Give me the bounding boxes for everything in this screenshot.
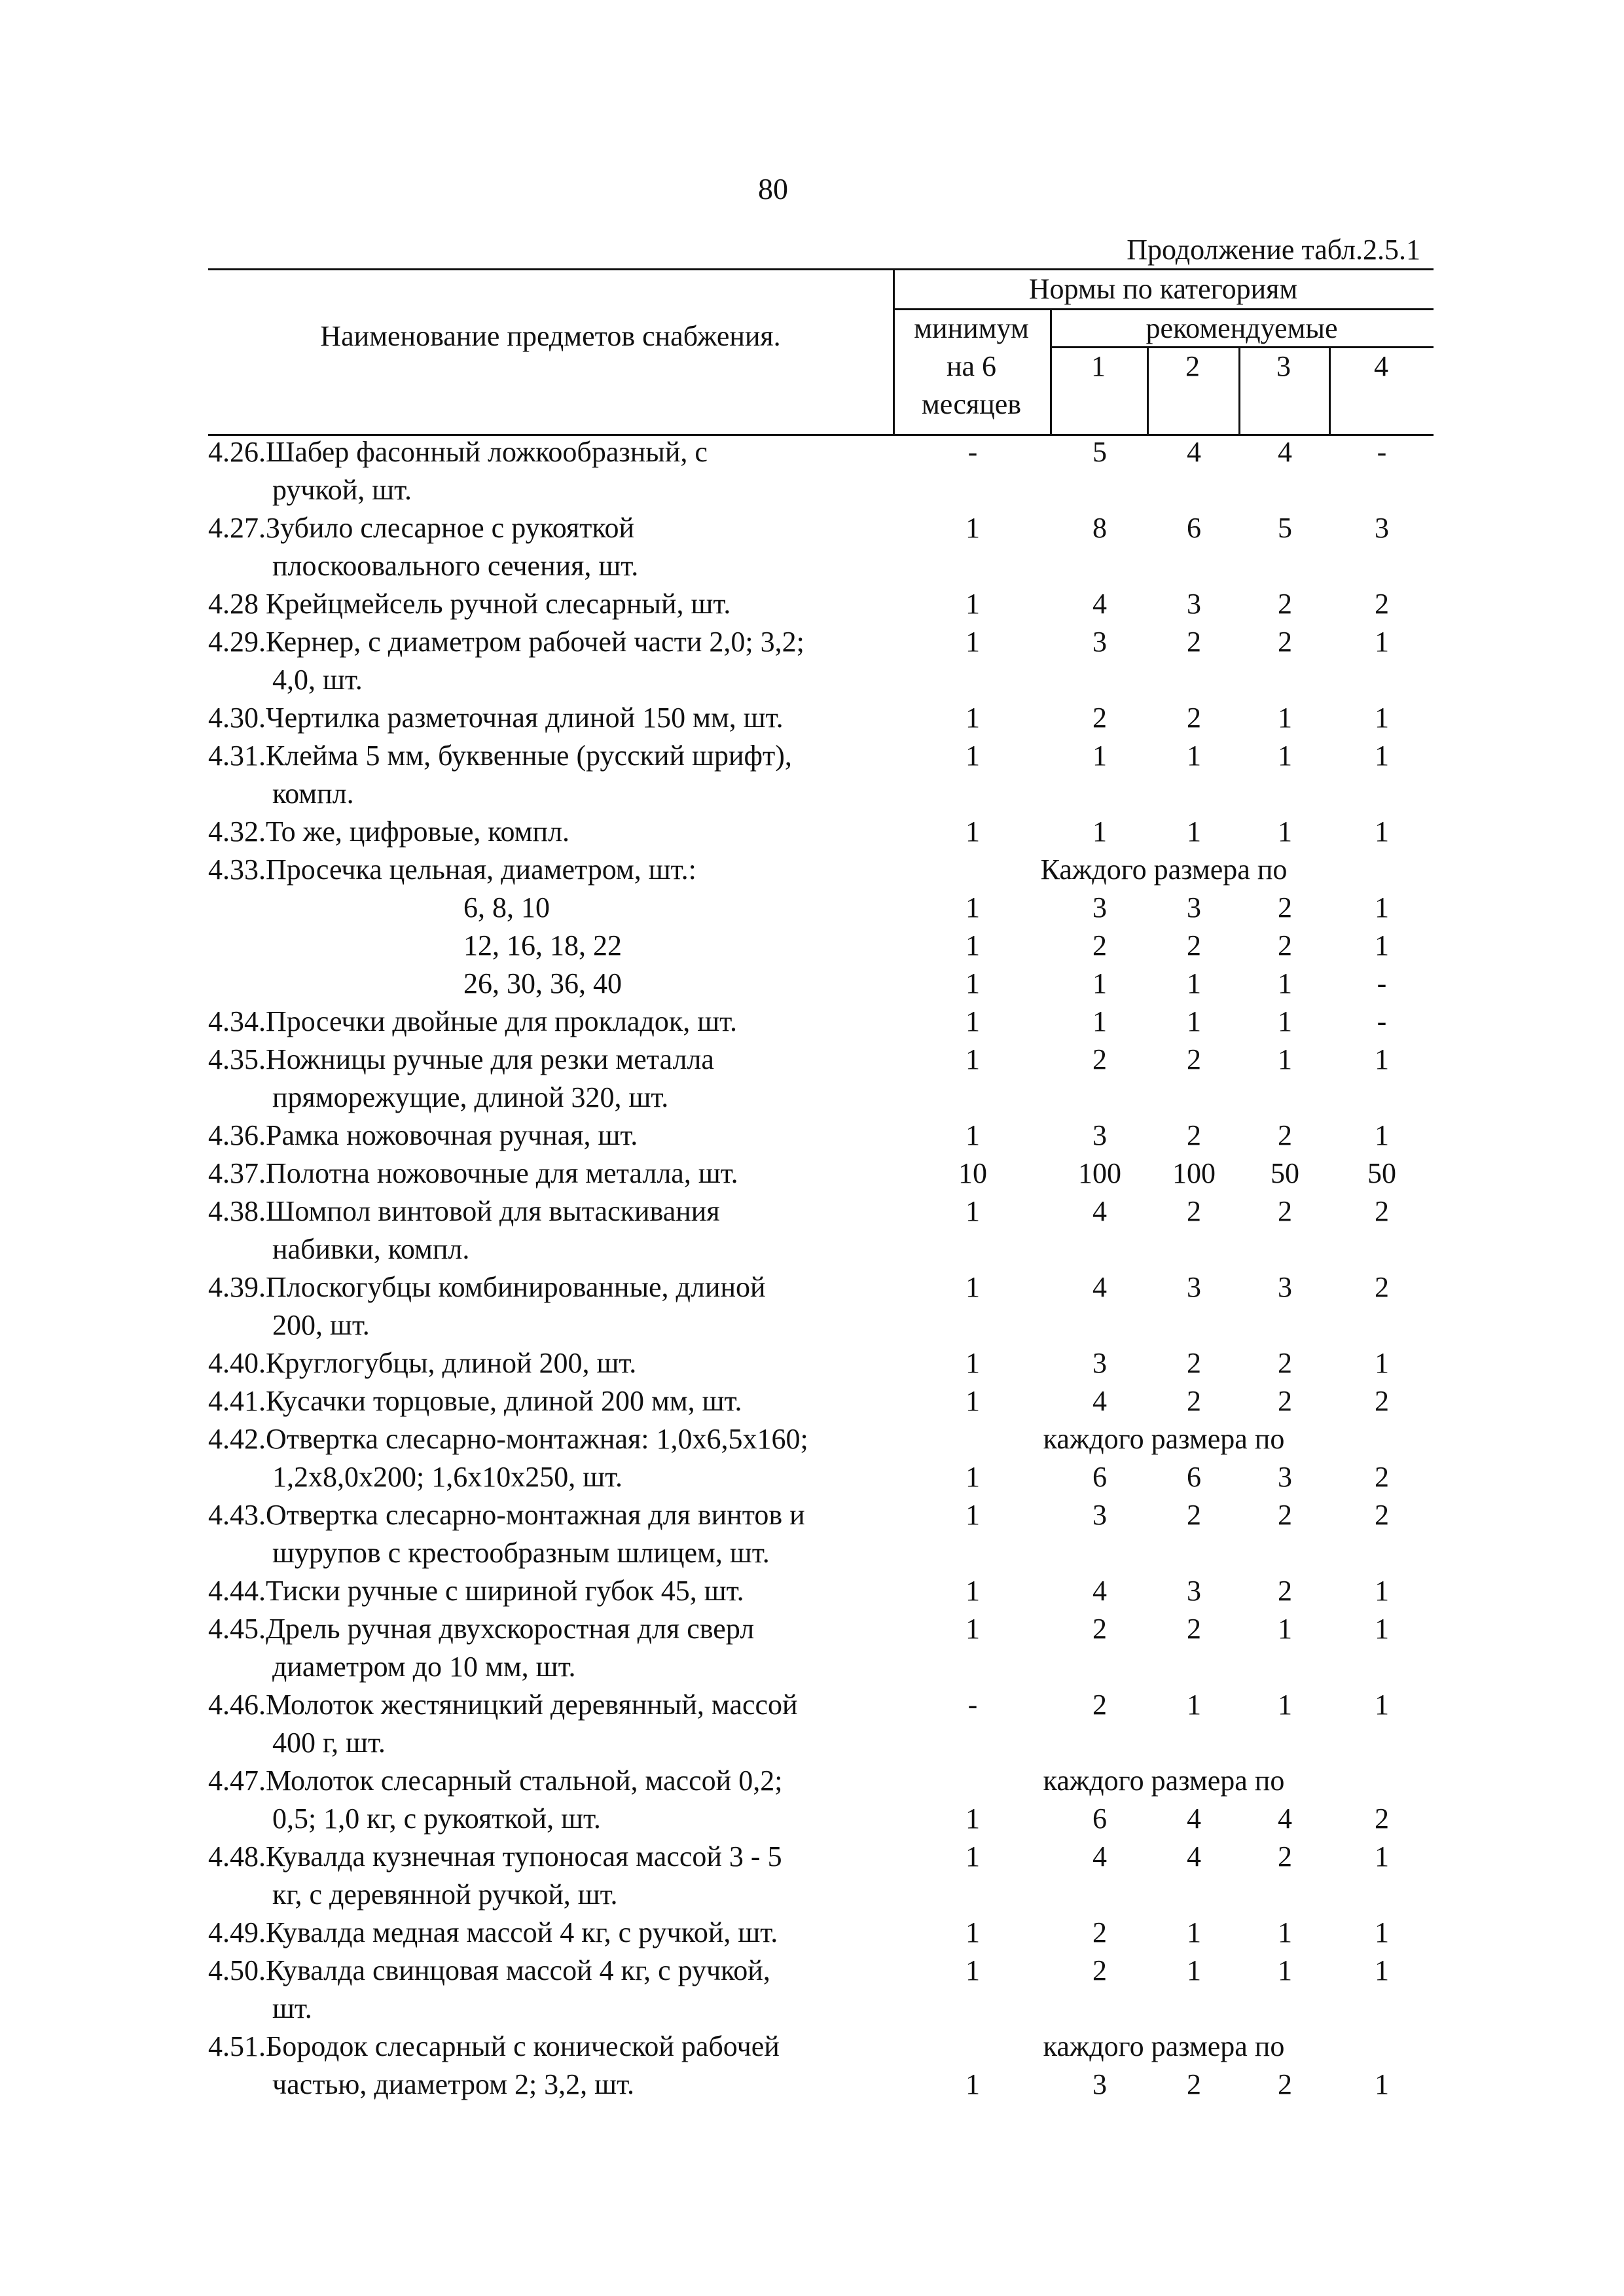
value-category-4: - [1377, 436, 1387, 468]
value-category-3: 2 [1278, 1119, 1292, 1151]
item-name-line: 4.34.Просечки двойные для прокладок, шт. [208, 1005, 738, 1037]
value-category-3: 1 [1278, 967, 1292, 999]
value-category-1: 4 [1092, 1271, 1107, 1303]
value-minimum: 1 [965, 1461, 980, 1493]
value-category-2: 2 [1187, 1043, 1201, 1075]
value-category-3: 1 [1278, 1043, 1292, 1075]
value-category-1: 2 [1092, 1689, 1107, 1721]
table-row [208, 889, 1434, 927]
item-name-line: 4.31.Клейма 5 мм, буквенные (русский шрифт), [208, 740, 792, 772]
item-name [208, 1420, 894, 1458]
item-name [208, 623, 894, 699]
item-values [894, 623, 1434, 661]
item-values [894, 1572, 1434, 1610]
item-name [208, 737, 894, 813]
value-category-4: 1 [1375, 626, 1389, 658]
table-row [208, 1193, 1434, 1268]
item-name-line: 1,2х8,0х200; 1,6х10х250, шт. [272, 1461, 623, 1493]
table-row [208, 1268, 1434, 1344]
value-category-1: 3 [1092, 2068, 1107, 2100]
item-name-line: ручкой, шт. [272, 474, 412, 506]
item-name [208, 1610, 894, 1686]
value-category-3: 2 [1278, 588, 1292, 620]
item-name-line: кг, с деревянной ручкой, шт. [272, 1878, 618, 1910]
table-header [208, 268, 1434, 436]
item-name [208, 699, 894, 737]
column-header-name: Наименование предметов снабжения. [320, 320, 781, 352]
item-name-line: компл. [272, 778, 354, 810]
value-category-1: 1 [1092, 740, 1107, 772]
item-values [894, 1800, 1434, 1838]
item-values [894, 1003, 1434, 1041]
page-number: 80 [758, 172, 788, 206]
item-name [208, 2066, 894, 2104]
value-category-2: 2 [1187, 1499, 1201, 1531]
item-name-line: 4.48.Кувалда кузнечная тупоносая массой 3 - 5 [208, 1840, 782, 1873]
table-row [208, 433, 1434, 509]
value-minimum: 1 [965, 2068, 980, 2100]
value-category-1: 3 [1092, 1499, 1107, 1531]
value-category-2: 2 [1187, 2068, 1201, 2100]
item-name-line: 4.29.Кернер, с диаметром рабочей части 2,0; 3,2; [208, 626, 804, 658]
value-category-2: 4 [1187, 1803, 1201, 1835]
item-name [208, 965, 894, 1003]
value-minimum: 1 [965, 740, 980, 772]
item-size-line: 26, 30, 36, 40 [463, 967, 622, 999]
table-row [208, 1382, 1434, 1420]
column-header-minimum: минимум [914, 312, 1029, 344]
value-category-3: 2 [1278, 626, 1292, 658]
value-category-4: 1 [1375, 891, 1389, 924]
value-category-1: 3 [1092, 1347, 1107, 1379]
value-category-4: - [1377, 967, 1387, 999]
value-minimum: 1 [965, 1954, 980, 1986]
value-category-2: 2 [1187, 1119, 1201, 1151]
value-category-2: 3 [1187, 1575, 1201, 1607]
item-name-line: 4.35.Ножницы ручные для резки металла [208, 1043, 714, 1075]
value-category-4: 1 [1375, 1954, 1389, 1986]
value-category-2: 4 [1187, 436, 1201, 468]
item-name [208, 889, 894, 927]
item-name [208, 1496, 894, 1572]
size-note: каждого размера по [1043, 1765, 1285, 1797]
table-row [208, 1117, 1434, 1155]
value-category-1: 4 [1092, 588, 1107, 620]
value-category-1: 4 [1092, 1385, 1107, 1417]
value-minimum: 1 [965, 1575, 980, 1607]
value-category-4: 1 [1375, 1916, 1389, 1948]
value-category-4: 1 [1375, 1119, 1389, 1151]
value-category-2: 2 [1187, 1613, 1201, 1645]
value-category-2: 1 [1187, 1005, 1201, 1037]
value-category-3: 3 [1278, 1461, 1292, 1493]
value-category-4: 1 [1375, 1840, 1389, 1873]
value-category-3: 1 [1278, 740, 1292, 772]
item-values [894, 889, 1434, 927]
item-values [894, 1458, 1434, 1496]
item-name [208, 1003, 894, 1041]
item-name [208, 1838, 894, 1914]
table-row [208, 1952, 1434, 2028]
table-row [208, 585, 1434, 623]
item-name [208, 1800, 894, 1838]
value-category-2: 4 [1187, 1840, 1201, 1873]
value-category-3: 4 [1278, 1803, 1292, 1835]
value-category-2: 1 [1187, 967, 1201, 999]
item-name [208, 1952, 894, 2028]
item-size-line: 6, 8, 10 [463, 891, 550, 924]
column-header-category-2: 2 [1185, 350, 1200, 382]
item-name-line: диаметром до 10 мм, шт. [272, 1651, 576, 1683]
item-name [208, 1458, 894, 1496]
item-name-line: 4.32.То же, цифровые, компл. [208, 816, 570, 848]
value-category-1: 3 [1092, 626, 1107, 658]
item-values [894, 2066, 1434, 2104]
value-category-4: 2 [1375, 1271, 1389, 1303]
value-minimum: 1 [965, 1005, 980, 1037]
item-name-line: 4.44.Тиски ручные с шириной губок 45, шт. [208, 1575, 744, 1607]
value-category-2: 1 [1187, 1689, 1201, 1721]
table-row [208, 1458, 1434, 1496]
value-category-4: 2 [1375, 1385, 1389, 1417]
item-name [208, 813, 894, 851]
value-category-1: 1 [1092, 967, 1107, 999]
item-name-line: 4.40.Круглогубцы, длиной 200, шт. [208, 1347, 637, 1379]
value-category-1: 4 [1092, 1840, 1107, 1873]
table-row [208, 737, 1434, 813]
item-values [894, 1117, 1434, 1155]
value-minimum: 10 [958, 1157, 987, 1189]
item-name-line: 4.33.Просечка цельная, диаметром, шт.: [208, 853, 696, 886]
item-name [208, 1344, 894, 1382]
item-name [208, 1686, 894, 1762]
value-category-1: 2 [1092, 1916, 1107, 1948]
item-name [208, 1914, 894, 1952]
item-name [208, 509, 894, 585]
table-continuation-label: Продолжение табл.2.5.1 [1127, 234, 1420, 266]
value-minimum: 1 [965, 891, 980, 924]
item-name-line: 4.41.Кусачки торцовые, длиной 200 мм, шт. [208, 1385, 742, 1417]
value-category-4: 2 [1375, 588, 1389, 620]
value-category-4: 1 [1375, 1347, 1389, 1379]
column-header-minimum: месяцев [921, 388, 1022, 420]
value-minimum: 1 [965, 1043, 980, 1075]
value-category-4: 2 [1375, 1195, 1389, 1227]
value-minimum: 1 [965, 1840, 980, 1873]
value-minimum: 1 [965, 1347, 980, 1379]
table-row [208, 2028, 1434, 2066]
value-category-4: 1 [1375, 740, 1389, 772]
value-category-3: 50 [1271, 1157, 1299, 1189]
value-category-2: 2 [1187, 626, 1201, 658]
value-category-1: 1 [1092, 816, 1107, 848]
item-name [208, 585, 894, 623]
value-category-3: 1 [1278, 1005, 1292, 1037]
column-header-category-1: 1 [1091, 350, 1106, 382]
item-values [894, 927, 1434, 965]
item-name-line: 4.27.Зубило слесарное с рукояткой [208, 512, 635, 544]
table-row [208, 1420, 1434, 1458]
item-name [208, 1041, 894, 1117]
value-category-3: 1 [1278, 1689, 1292, 1721]
table-row [208, 1003, 1434, 1041]
item-name-line: 0,5; 1,0 кг, с рукояткой, шт. [272, 1803, 601, 1835]
value-category-4: 50 [1367, 1157, 1396, 1189]
item-name [208, 2028, 894, 2066]
value-category-2: 2 [1187, 929, 1201, 961]
item-name [208, 433, 894, 509]
value-category-2: 1 [1187, 1954, 1201, 1986]
value-category-3: 4 [1278, 436, 1292, 468]
item-values [894, 1686, 1434, 1724]
value-minimum: 1 [965, 1499, 980, 1531]
value-minimum: 1 [965, 512, 980, 544]
item-name-line: 4.36.Рамка ножовочная ручная, шт. [208, 1119, 638, 1151]
item-name [208, 1193, 894, 1268]
item-values [894, 1610, 1434, 1648]
item-name-line: 4.38.Шомпол винтовой для вытаскивания [208, 1195, 720, 1227]
value-category-4: 1 [1375, 1043, 1389, 1075]
value-category-1: 3 [1092, 1119, 1107, 1151]
value-category-3: 2 [1278, 2068, 1292, 2100]
item-name-line: 4.50.Кувалда свинцовая массой 4 кг, с ручкой, [208, 1954, 770, 1986]
item-name-line: 4.28 Крейцмейсель ручной слесарный, шт. [208, 588, 731, 620]
item-values [894, 737, 1434, 775]
column-header-category-3: 3 [1276, 350, 1291, 382]
value-category-3: 3 [1278, 1271, 1292, 1303]
value-category-1: 6 [1092, 1803, 1107, 1835]
item-values [894, 699, 1434, 737]
size-note: Каждого размера по [1040, 853, 1288, 886]
item-name-line: 4.37.Полотна ножовочные для металла, шт. [208, 1157, 738, 1189]
value-category-2: 2 [1187, 1347, 1201, 1379]
item-size-line: 12, 16, 18, 22 [463, 929, 622, 961]
value-minimum: 1 [965, 1916, 980, 1948]
item-values [894, 509, 1434, 547]
item-name-line: 4.45.Дрель ручная двухскоростная для сверл [208, 1613, 755, 1645]
item-values [894, 965, 1434, 1003]
value-category-2: 2 [1187, 1195, 1201, 1227]
value-category-4: 2 [1375, 1461, 1389, 1493]
value-minimum: 1 [965, 588, 980, 620]
column-header-recommended: рекомендуемые [1146, 312, 1338, 344]
value-category-3: 2 [1278, 1840, 1292, 1873]
table-row [208, 1762, 1434, 1800]
table-row [208, 1610, 1434, 1686]
item-name-line: 4.26.Шабер фасонный ложкообразный, с [208, 436, 708, 468]
table-row [208, 965, 1434, 1003]
item-name-line: шурупов с крестообразным шлицем, шт. [272, 1537, 770, 1569]
value-category-3: 2 [1278, 1195, 1292, 1227]
table-row [208, 699, 1434, 737]
value-category-2: 3 [1187, 588, 1201, 620]
item-name [208, 1762, 894, 1800]
value-category-1: 4 [1092, 1195, 1107, 1227]
value-category-4: 1 [1375, 1575, 1389, 1607]
item-values [894, 1193, 1434, 1230]
item-values [894, 585, 1434, 623]
value-category-3: 2 [1278, 1347, 1292, 1379]
value-category-3: 2 [1278, 1385, 1292, 1417]
value-category-1: 2 [1092, 929, 1107, 961]
item-name-line: 4.51.Бородок слесарный с конической рабочей [208, 2030, 780, 2062]
item-name [208, 1155, 894, 1193]
table-row [208, 1041, 1434, 1117]
column-header-category-4: 4 [1374, 350, 1388, 382]
value-minimum: 1 [965, 1803, 980, 1835]
item-name-line: 4.30.Чертилка разметочная длиной 150 мм, шт. [208, 702, 784, 734]
value-minimum: 1 [965, 967, 980, 999]
value-minimum: 1 [965, 702, 980, 734]
item-values [894, 1268, 1434, 1306]
size-note: каждого размера по [1043, 2030, 1285, 2062]
value-category-4: 1 [1375, 1689, 1389, 1721]
item-name-line: 400 г, шт. [272, 1727, 386, 1759]
value-category-2: 1 [1187, 740, 1201, 772]
value-category-4: 2 [1375, 1499, 1389, 1531]
item-name-line: 4,0, шт. [272, 664, 363, 696]
item-name-line: 4.46.Молоток жестяницкий деревянный, массой [208, 1689, 798, 1721]
item-values [894, 433, 1434, 471]
table-row [208, 623, 1434, 699]
table-row [208, 2066, 1434, 2104]
value-category-2: 3 [1187, 891, 1201, 924]
item-name [208, 927, 894, 965]
value-category-1: 2 [1092, 702, 1107, 734]
item-values [894, 813, 1434, 851]
table-row [208, 1572, 1434, 1610]
value-category-3: 2 [1278, 1575, 1292, 1607]
item-name-line: 4.43.Отвертка слесарно-монтажная для винтов и [208, 1499, 805, 1531]
item-name-line: 4.47.Молоток слесарный стальной, массой 0,2; [208, 1765, 783, 1797]
item-name [208, 1268, 894, 1344]
table-row [208, 927, 1434, 965]
item-values [894, 1382, 1434, 1420]
item-name-line: 4.49.Кувалда медная массой 4 кг, с ручкой, шт. [208, 1916, 778, 1948]
table-row [208, 509, 1434, 585]
item-name [208, 1572, 894, 1610]
item-values [894, 1155, 1434, 1193]
value-category-4: 1 [1375, 929, 1389, 961]
item-name-line: 4.42.Отвертка слесарно-монтажная: 1,0х6,5х160; [208, 1423, 808, 1455]
value-category-4: 1 [1375, 816, 1389, 848]
value-category-3: 2 [1278, 929, 1292, 961]
value-minimum: 1 [965, 1613, 980, 1645]
value-category-1: 8 [1092, 512, 1107, 544]
value-category-1: 3 [1092, 891, 1107, 924]
item-values [894, 1496, 1434, 1534]
table-row [208, 1344, 1434, 1382]
item-name-line: пряморежущие, длиной 320, шт. [272, 1081, 669, 1113]
item-values [894, 1914, 1434, 1952]
value-category-1: 2 [1092, 1043, 1107, 1075]
item-name [208, 1382, 894, 1420]
value-category-4: 1 [1375, 2068, 1389, 2100]
value-category-3: 2 [1278, 1499, 1292, 1531]
value-category-3: 1 [1278, 1916, 1292, 1948]
value-category-1: 6 [1092, 1461, 1107, 1493]
item-values [894, 1952, 1434, 1990]
value-minimum: - [967, 1689, 978, 1721]
item-values [894, 1344, 1434, 1382]
value-category-3: 1 [1278, 816, 1292, 848]
value-category-2: 3 [1187, 1271, 1201, 1303]
value-category-1: 1 [1092, 1005, 1107, 1037]
item-name-line: частью, диаметром 2; 3,2, шт. [272, 2068, 634, 2100]
value-category-3: 5 [1278, 512, 1292, 544]
value-category-4: 1 [1375, 1613, 1389, 1645]
value-category-2: 100 [1172, 1157, 1216, 1189]
value-category-3: 1 [1278, 1613, 1292, 1645]
table-row [208, 851, 1434, 889]
value-category-1: 4 [1092, 1575, 1107, 1607]
item-name-line: 200, шт. [272, 1309, 370, 1341]
value-category-2: 2 [1187, 702, 1201, 734]
column-header-norms: Нормы по категориям [1028, 273, 1298, 305]
value-minimum: 1 [965, 1385, 980, 1417]
value-category-3: 2 [1278, 891, 1292, 924]
item-name-line: плоскоовального сечения, шт. [272, 550, 639, 582]
item-values [894, 1838, 1434, 1876]
value-minimum: 1 [965, 1119, 980, 1151]
table-row [208, 1155, 1434, 1193]
size-note: каждого размера по [1043, 1423, 1285, 1455]
item-name-line: набивки, компл. [272, 1233, 470, 1265]
value-category-1: 2 [1092, 1954, 1107, 1986]
item-name [208, 1117, 894, 1155]
value-category-2: 6 [1187, 512, 1201, 544]
item-name [208, 851, 894, 889]
value-category-2: 6 [1187, 1461, 1201, 1493]
item-name-line: 4.39.Плоскогубцы комбинированные, длиной [208, 1271, 766, 1303]
value-minimum: 1 [965, 1195, 980, 1227]
value-category-3: 1 [1278, 1954, 1292, 1986]
value-category-3: 1 [1278, 702, 1292, 734]
value-category-1: 2 [1092, 1613, 1107, 1645]
item-name-line: шт. [272, 1992, 312, 2024]
table-body [208, 433, 1434, 2104]
value-category-4: - [1377, 1005, 1387, 1037]
value-category-4: 3 [1375, 512, 1389, 544]
table-row [208, 1914, 1434, 1952]
column-header-minimum: на 6 [946, 350, 997, 382]
value-minimum: 1 [965, 626, 980, 658]
table-row [208, 1800, 1434, 1838]
value-minimum: 1 [965, 816, 980, 848]
value-minimum: 1 [965, 1271, 980, 1303]
table-row [208, 813, 1434, 851]
value-category-1: 5 [1092, 436, 1107, 468]
table-row [208, 1686, 1434, 1762]
value-category-4: 1 [1375, 702, 1389, 734]
table-row [208, 1838, 1434, 1914]
item-values [894, 1041, 1434, 1079]
value-category-2: 1 [1187, 1916, 1201, 1948]
value-category-2: 1 [1187, 816, 1201, 848]
value-category-4: 2 [1375, 1803, 1389, 1835]
value-category-2: 2 [1187, 1385, 1201, 1417]
value-minimum: - [967, 436, 978, 468]
table-row [208, 1496, 1434, 1572]
value-minimum: 1 [965, 929, 980, 961]
value-category-1: 100 [1078, 1157, 1121, 1189]
